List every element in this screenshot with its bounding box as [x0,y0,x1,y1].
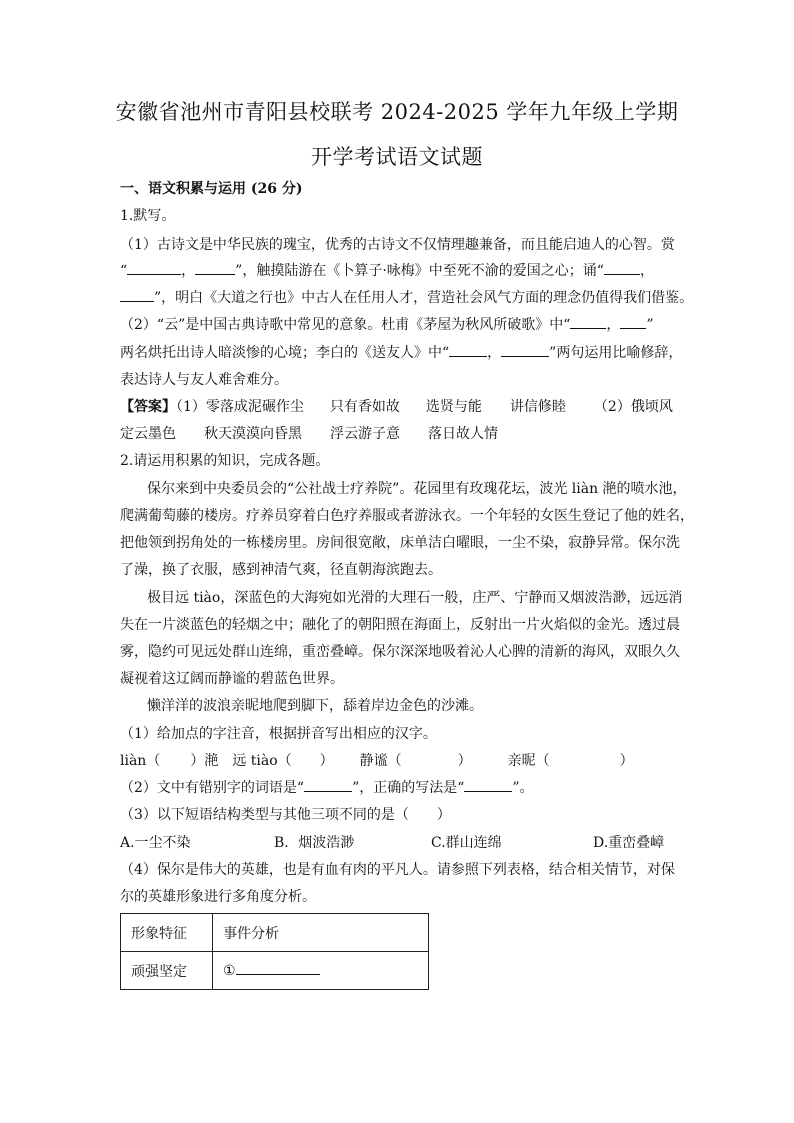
q1-part1-line3 [120,289,693,307]
pinyin-item: ） [619,753,634,769]
q2-sub2-text: ”，正确的写法是“ [352,780,465,796]
option-a[interactable]: A.一尘不染 [120,835,191,851]
answer-item: 浮云游子意 [330,426,400,442]
option-b[interactable]: B．烟波浩渺 [274,835,355,851]
comma: ， [639,263,654,279]
table-header-cell: 形象特征 [121,914,213,952]
pinyin-items [120,752,634,770]
answer-tag: 【答案】 [120,399,176,415]
answer-item: 落日故人情 [428,426,498,442]
q2-sub3: （3）以下短语结构类型与其他三项不同的是（ ） [120,807,451,823]
fill-blank[interactable] [501,344,549,357]
table-row [121,952,429,990]
pinyin-item: ）滟 [190,753,219,769]
question-2-label: 2.请运用积累的知识，完成各题。 [120,453,330,469]
fill-blank[interactable] [464,779,512,792]
fill-blank[interactable] [127,262,181,275]
fill-blank[interactable] [195,262,235,275]
answer-item: （2）俄顷风 [593,399,673,415]
answer-item: 讲信修睦 [509,399,566,415]
comma: ， [181,263,196,279]
exam-title-line1: 安徽省池州市青阳县校联考 2024-2025 学年九年级上学期 [115,100,679,124]
table-cell-answer[interactable] [213,952,429,990]
q2-sub4-line1: （4）保尔是伟大的英雄，也是有血有肉的平凡人。请参照下列表格，结合相关情节，对保 [120,862,675,878]
answer-item: （1）零落成泥碾作尘 [176,399,304,415]
quote-open: “ [120,263,128,279]
fill-blank[interactable] [236,962,320,975]
option-c[interactable]: C.群山连绵 [431,835,502,851]
q1-part2-text: （2）“云”是中国古典诗歌中常见的意象。杜甫《茅屋为秋风所破歌》中“ [120,317,571,333]
pinyin-item: ） [319,753,334,769]
passage-line: 雾，隐约可见远处群山连绵，重峦叠嶂。保尔深深地吸着沁人心脾的清新的海风，双眼久久 [120,644,680,660]
q1-part1-text: ”，触摸陆游在《卜算子·咏梅》中至死不渝的爱国之心；诵“ [235,263,604,279]
answer-item: 选贤与能 [425,399,482,415]
answer-line2 [120,425,498,443]
circled-number: ① [223,963,236,979]
q1-part2-line3: 表达诗人与友人难舍难分。 [120,372,288,388]
table-header-cell: 事件分析 [213,914,429,952]
fill-blank[interactable] [604,262,640,275]
answer-item: 只有香如故 [329,399,400,415]
exam-title-line2: 开学考试语文试题 [311,145,483,169]
passage-line: 爬满葡萄藤的楼房。疗养员穿着白色疗养服或者游泳衣。一个年轻的女医生登记了他的姓名， [120,508,694,524]
q2-sub2-text: （2）文中有错别字的词语是“ [120,780,305,796]
section-heading: 一、语文积累与运用 (26 分) [120,181,303,197]
passage-line: 保尔来到中央委员会的“公社战士疗养院”。花园里有玫瑰花坛，波光 liàn 滟的喷水池， [147,481,687,497]
q1-part2-line1 [120,316,654,334]
passage-line: 凝视着这辽阔而静谧的碧蓝色世界。 [120,671,344,687]
comma: ， [487,345,502,361]
fill-blank[interactable] [304,779,352,792]
passage-line: 把他领到拐角处的一栋楼房里。房间很宽敞，床单洁白曜眼，一尘不染，寂静异常。保尔洗 [120,535,680,551]
q1-part1-line2 [120,262,654,280]
pinyin-item: 远 tiào（ [232,753,292,769]
table-cell: 顽强坚定 [121,952,213,990]
comma: ， [606,317,621,333]
pinyin-item: ） [457,753,472,769]
pinyin-item: liàn（ [120,753,161,769]
answer-item: 秋天漠漠向昏黑 [204,426,302,442]
passage-line: 极目远 tiào，深蓝色的大海宛如光滑的大理石一般，庄严、宁静而又烟波浩渺，远远消 [147,590,683,606]
pinyin-item: 亲昵（ [507,753,550,769]
fill-blank[interactable] [120,289,154,302]
q2-sub2 [120,779,534,797]
q1-part2-text: ”两句运用比喻修辞， [549,345,683,361]
q2-sub2-text: ”。 [512,780,534,796]
q1-part2-text: 两名烘托出诗人暗淡惨的心境；李白的《送友人》中“ [120,345,450,361]
answer-item: 定云墨色 [120,426,176,442]
analysis-table [120,913,429,990]
passage-line: 懒洋洋的波浪亲昵地爬到脚下，舔着岸边金色的沙滩。 [147,698,483,714]
quote-close: ” [646,317,654,333]
question-1-label: 1.默写。 [120,208,176,224]
fill-blank[interactable] [570,316,606,329]
answer-line1 [120,398,673,416]
q1-part2-line2 [120,344,682,362]
q2-sub1: （1）给加点的字注音，根据拼音写出相应的汉字。 [120,726,437,742]
fill-blank[interactable] [620,316,646,329]
passage-line: 失在一片淡蓝色的轻烟之中；融化了的朝阳照在海面上，反射出一片火焰似的金光。透过晨 [120,617,680,633]
q1-part1-line1: （1）古诗文是中华民族的瑰宝，优秀的古诗文不仅情理趣兼备，而且能启迪人的心智。赏 [120,237,675,253]
fill-blank[interactable] [449,344,487,357]
passage-line: 了澡，换了衣服，感到神清气爽，径直朝海滨跑去。 [120,562,442,578]
option-d[interactable]: D.重峦叠嶂 [593,835,665,851]
pinyin-item: 静谧（ [359,753,402,769]
q1-part1-text: ”，明白《大道之行也》中古人在任用人才，营造社会风气方面的理念仍值得我们借鉴。 [154,290,694,306]
q2-sub4-line2: 尔的英雄形象进行多角度分析。 [120,889,316,905]
table-header-row [121,914,429,952]
